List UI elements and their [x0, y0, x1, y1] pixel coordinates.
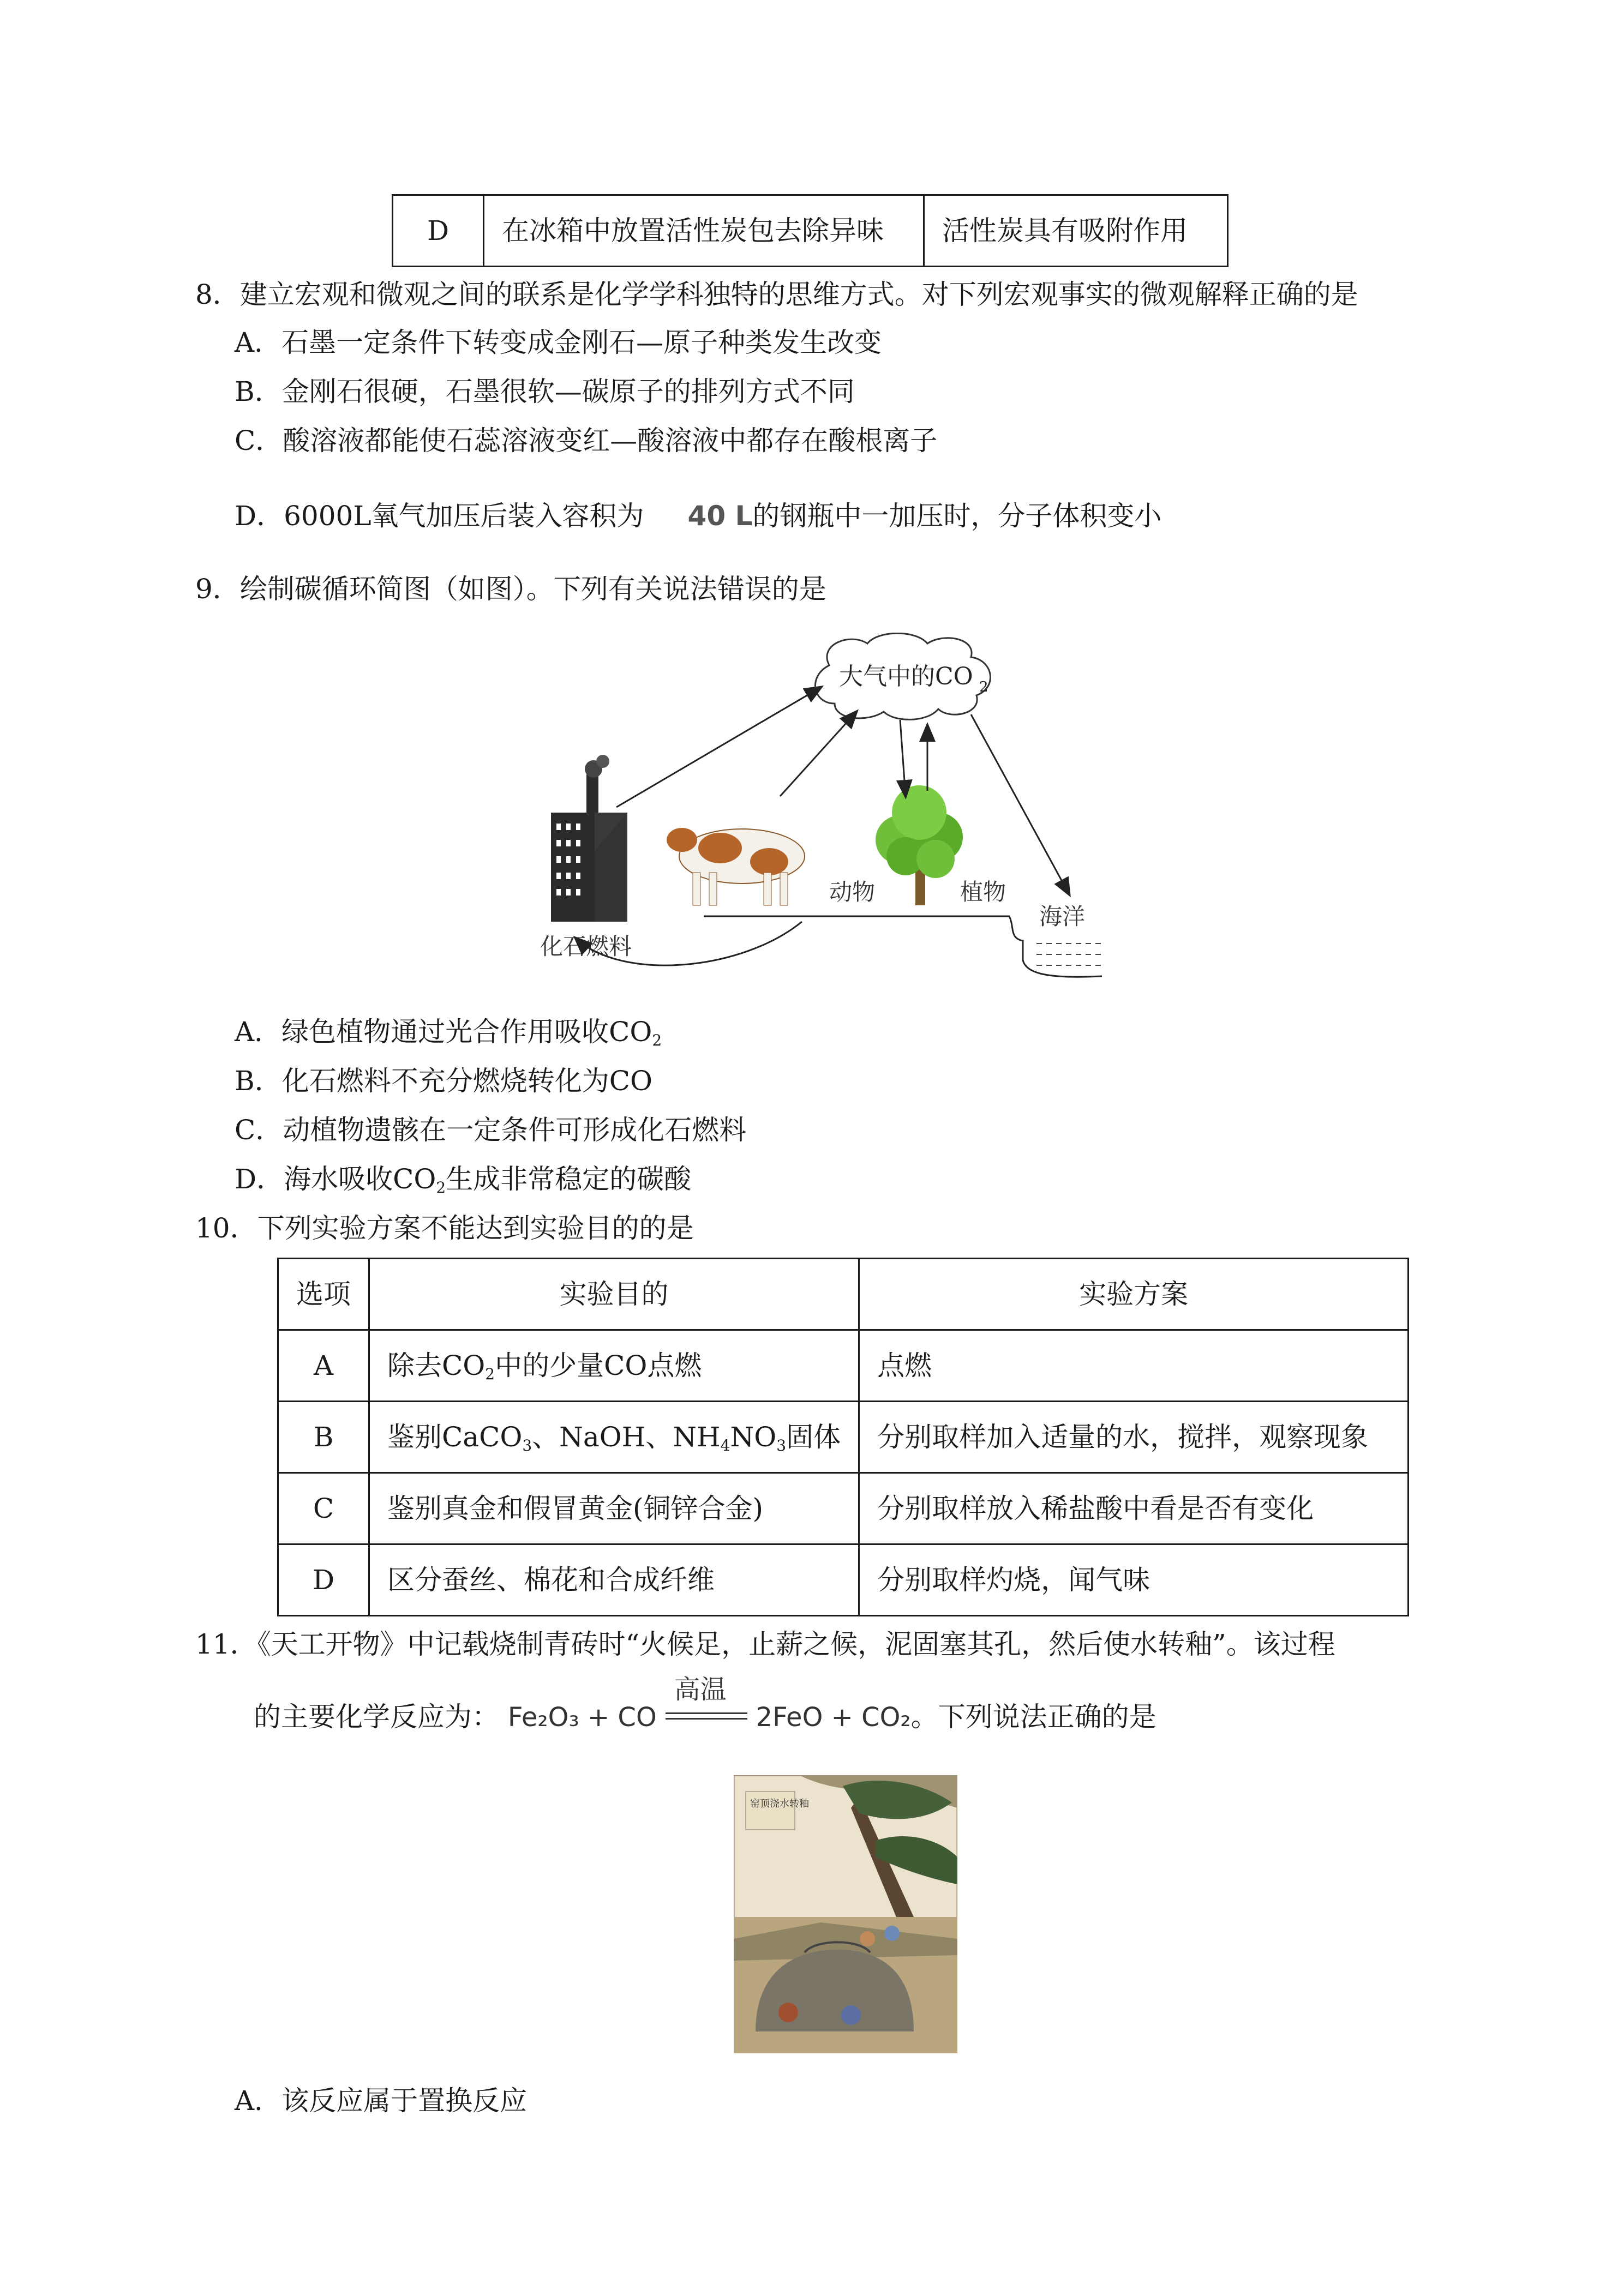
q8-option-c: C．酸溶液都能使石蕊溶液变红—酸溶液中都存在酸根离子: [235, 425, 938, 456]
goal-text-4: 固体: [786, 1421, 841, 1453]
table-row: [278, 1402, 1409, 1473]
cell-plan: 分别取样放入稀盐酸中看是否有变化: [859, 1473, 1409, 1544]
q9-option-d-text: D．海水吸收CO: [235, 1163, 436, 1195]
q9-option-a-text: A．绿色植物通过光合作用吸收CO: [235, 1016, 652, 1048]
subscript: 3: [522, 1436, 532, 1454]
tiangong-kaiwu-illustration: [734, 1775, 957, 2053]
arrow-animal-to-atmosphere: [780, 712, 856, 796]
q10-stem: 10．下列实验方案不能达到实验目的的是: [195, 1212, 694, 1244]
plant-label: 植物: [960, 879, 1006, 905]
fossil-fuel-label: 化石燃料: [540, 933, 632, 960]
factory-icon: [551, 755, 627, 922]
q9-option-d: [235, 1163, 691, 1195]
subscript: 3: [776, 1436, 787, 1454]
cell-option: D: [393, 195, 484, 267]
table-header-row: [278, 1259, 1409, 1330]
equals-line-bottom: [666, 1718, 747, 1720]
q9-stem: 9．绘制碳循环简图（如图）。下列有关说法错误的是: [195, 573, 826, 605]
ocean-label: 海洋: [1039, 903, 1086, 930]
equation-condition-text: 高温: [674, 1674, 727, 1705]
equation-left: Fe₂O₃ + CO: [507, 1702, 657, 1733]
arrow-atmosphere-to-ocean: [971, 714, 1069, 894]
subscript: 2: [652, 1031, 662, 1049]
top-table: [392, 194, 1229, 267]
q8-option-d-text-2: 的钢瓶中一加压时，分子体积变小: [752, 500, 1162, 532]
cell-method: 在冰箱中放置活性炭包去除异味: [484, 195, 924, 267]
cell-plan: 点燃: [859, 1330, 1409, 1402]
q11-stem: 11．《天工开物》中记载烧制青砖时“火候足，止薪之候，泥固塞其孔，然后使水转釉”。该过程: [195, 1628, 1335, 1660]
arrow-atmosphere-to-plant: [900, 720, 906, 796]
cell-option: C: [278, 1473, 369, 1544]
q9-option-c: C．动植物遗骸在一定条件可形成化石燃料: [235, 1114, 747, 1146]
goal-text-2: 、NaOH、NH: [532, 1421, 721, 1453]
carbon-cycle-diagram: [524, 633, 1151, 1003]
volume-40l: 40 L: [687, 500, 753, 532]
table-row: [278, 1473, 1409, 1544]
arrow-fossil-to-atmosphere: [616, 687, 821, 807]
cloud-label-sub: 2: [979, 679, 988, 695]
cell-option: B: [278, 1402, 369, 1473]
header-option: 选项: [278, 1259, 369, 1330]
q9-option-b: B．化石燃料不充分燃烧转化为CO: [235, 1065, 652, 1097]
cycle-arrows: [576, 687, 1069, 965]
subscript: 2: [485, 1365, 495, 1383]
goal-text-2: 中的少量CO点燃: [495, 1350, 702, 1381]
header-goal: 实验目的: [369, 1259, 859, 1330]
cow-icon: [667, 828, 805, 905]
table-row: [278, 1544, 1409, 1616]
q8-option-d-text: D．6000L氧气加压后装入容积为: [235, 500, 644, 532]
table-row: [278, 1330, 1409, 1402]
tree-icon: [876, 785, 963, 905]
header-plan: 实验方案: [859, 1259, 1409, 1330]
cell-plan: 分别取样加入适量的水，搅拌，观察现象: [859, 1402, 1409, 1473]
q11-line2: [254, 1674, 1156, 1734]
goal-text: 鉴别CaCO: [387, 1421, 523, 1453]
subscript: 4: [720, 1436, 730, 1454]
q9-option-d-text-2: 生成非常稳定的碳酸: [446, 1163, 692, 1195]
q10-table: [277, 1258, 1409, 1616]
animal-label: 动物: [829, 879, 876, 905]
cell-goal: 鉴别真金和假冒黄金(铜锌合金): [369, 1473, 859, 1544]
goal-text: 除去CO: [387, 1350, 486, 1381]
equals-line-top: [666, 1712, 747, 1714]
cell-goal: 区分蚕丝、棉花和合成纤维: [369, 1544, 859, 1616]
q11-option-a: A．该反应属于置换反应: [235, 2085, 528, 2117]
cloud-label: 大气中的CO: [839, 663, 973, 690]
q8-stem: 8．建立宏观和微观之间的联系是化学学科独特的思维方式。对下列宏观事实的微观解释正确的是: [195, 279, 1358, 310]
equation-right: 2FeO + CO₂: [756, 1702, 911, 1733]
q8-option-a: A．石墨一定条件下转变成金刚石—原子种类发生改变: [235, 327, 882, 358]
table-row: [393, 195, 1228, 267]
q9-option-a: [235, 1015, 662, 1048]
goal-text-3: NO: [730, 1421, 777, 1453]
cell-option: D: [278, 1544, 369, 1616]
equation-condition: [666, 1674, 747, 1730]
q11-line2-text-2: 。下列说法正确的是: [910, 1701, 1156, 1733]
illustration-caption: 窑顶浇水转釉: [750, 1798, 809, 1810]
subscript: 2: [436, 1179, 446, 1197]
cell-goal: [369, 1402, 859, 1473]
cell-plan: 分别取样灼烧，闻气味: [859, 1544, 1409, 1616]
q11-line2-text: 的主要化学反应为：: [254, 1701, 499, 1733]
q8-option-b: B．金刚石很硬，石墨很软—碳原子的排列方式不同: [235, 376, 855, 407]
cell-goal: [369, 1330, 859, 1402]
cell-option: A: [278, 1330, 369, 1402]
q8-option-d: [235, 500, 1161, 532]
cell-reason: 活性炭具有吸附作用: [924, 195, 1228, 267]
